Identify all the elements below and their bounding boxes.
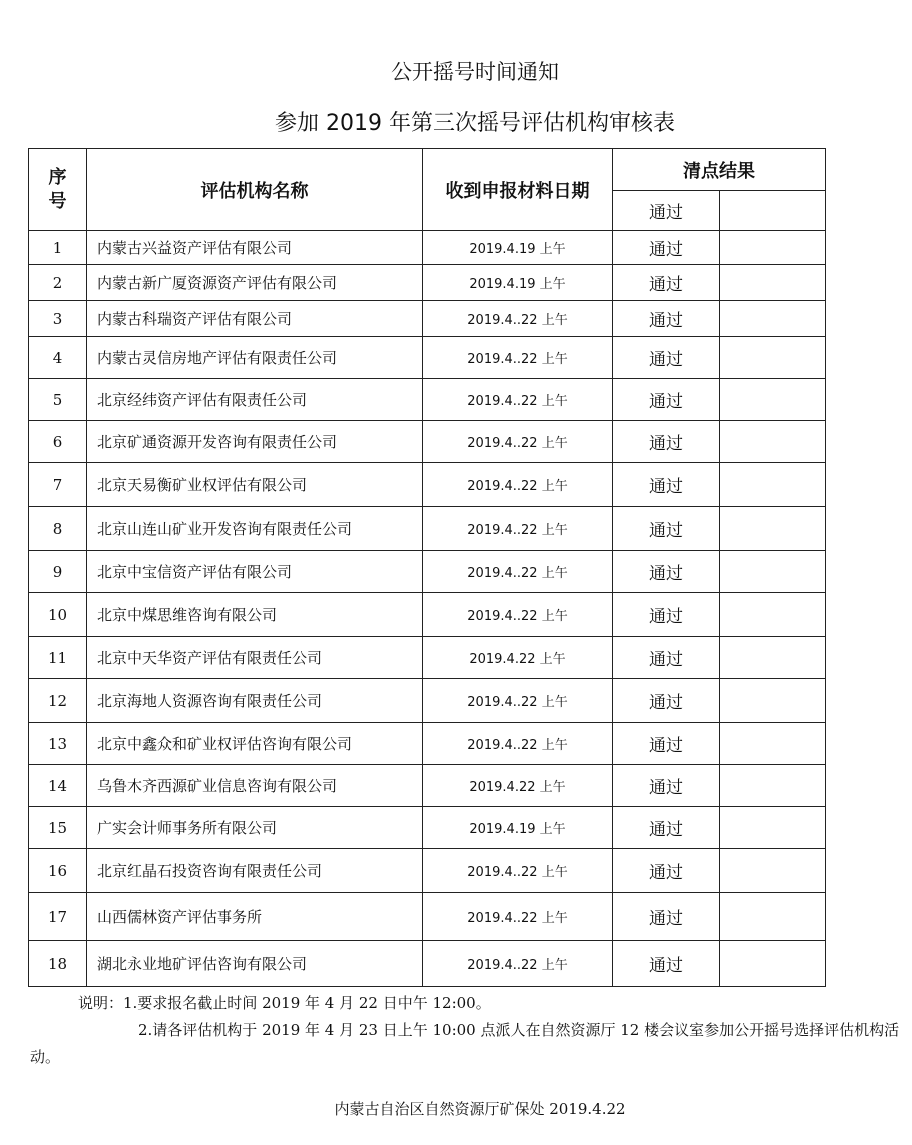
row-seq: 14 <box>29 765 87 807</box>
row-result-empty <box>720 507 826 551</box>
row-result-empty <box>720 593 826 637</box>
row-submission-date: 2019.4..22 上午 <box>423 723 613 765</box>
row-result: 通过 <box>613 593 720 637</box>
row-submission-date: 2019.4.19 上午 <box>423 807 613 849</box>
table-row <box>29 849 826 893</box>
row-result: 通过 <box>613 231 720 265</box>
row-result-empty <box>720 337 826 379</box>
row-result: 通过 <box>613 637 720 679</box>
row-result-empty <box>720 551 826 593</box>
row-seq: 3 <box>29 301 87 337</box>
footer-signature: 内蒙古自治区自然资源厅矿保处 2019.4.22 <box>334 1100 626 1118</box>
table-row <box>29 893 826 941</box>
table-row <box>29 593 826 637</box>
row-result: 通过 <box>613 463 720 507</box>
row-institution-name: 湖北永业地矿评估咨询有限公司 <box>87 941 423 987</box>
row-result-empty <box>720 231 826 265</box>
header-name: 评估机构名称 <box>87 149 423 231</box>
note-line-1: 说明：1.要求报名截止时间 2019 年 4 月 22 日中午 12:00。 <box>78 994 491 1012</box>
table-row <box>29 507 826 551</box>
row-result: 通过 <box>613 723 720 765</box>
row-submission-date: 2019.4..22 上午 <box>423 507 613 551</box>
row-result-empty <box>720 463 826 507</box>
review-table-body <box>29 149 826 987</box>
row-result: 通过 <box>613 507 720 551</box>
row-result-empty <box>720 637 826 679</box>
note-line-2: 2.请各评估机构于 2019 年 4 月 23 日上午 10:00 点派人在自然资源厅 12 楼会议室参加公开摇号选择评估机构活动。 <box>30 1021 900 1066</box>
table-row <box>29 679 826 723</box>
row-result-empty <box>720 941 826 987</box>
row-institution-name: 北京中鑫众和矿业权评估咨询有限公司 <box>87 723 423 765</box>
row-result-empty <box>720 765 826 807</box>
row-institution-name: 北京红晶石投资咨询有限责任公司 <box>87 849 423 893</box>
row-result: 通过 <box>613 849 720 893</box>
row-institution-name: 内蒙古灵信房地产评估有限责任公司 <box>87 337 423 379</box>
row-seq: 15 <box>29 807 87 849</box>
row-seq: 5 <box>29 379 87 421</box>
table-row <box>29 637 826 679</box>
row-seq: 17 <box>29 893 87 941</box>
row-seq: 6 <box>29 421 87 463</box>
row-submission-date: 2019.4..22 上午 <box>423 379 613 421</box>
row-submission-date: 2019.4..22 上午 <box>423 551 613 593</box>
review-table <box>28 148 826 987</box>
row-submission-date: 2019.4..22 上午 <box>423 337 613 379</box>
row-result-empty <box>720 807 826 849</box>
row-submission-date: 2019.4.19 上午 <box>423 231 613 265</box>
row-result: 通过 <box>613 551 720 593</box>
row-seq: 16 <box>29 849 87 893</box>
row-seq: 18 <box>29 941 87 987</box>
row-result-empty <box>720 679 826 723</box>
row-submission-date: 2019.4.22 上午 <box>423 637 613 679</box>
row-institution-name: 北京海地人资源咨询有限责任公司 <box>87 679 423 723</box>
row-seq: 2 <box>29 265 87 301</box>
table-row <box>29 379 826 421</box>
row-seq: 13 <box>29 723 87 765</box>
row-institution-name: 北京天易衡矿业权评估有限公司 <box>87 463 423 507</box>
table-title: 参加 2019 年第三次摇号评估机构审核表 <box>275 111 675 136</box>
row-seq: 12 <box>29 679 87 723</box>
row-seq: 8 <box>29 507 87 551</box>
row-result: 通过 <box>613 679 720 723</box>
table-row <box>29 723 826 765</box>
row-institution-name: 北京中煤思维咨询有限公司 <box>87 593 423 637</box>
row-institution-name: 北京经纬资产评估有限责任公司 <box>87 379 423 421</box>
row-result: 通过 <box>613 807 720 849</box>
row-result-empty <box>720 849 826 893</box>
header-result: 清点结果 <box>613 149 826 191</box>
row-submission-date: 2019.4..22 上午 <box>423 301 613 337</box>
row-institution-name: 北京矿通资源开发咨询有限责任公司 <box>87 421 423 463</box>
row-submission-date: 2019.4.22 上午 <box>423 765 613 807</box>
table-row <box>29 765 826 807</box>
row-seq: 10 <box>29 593 87 637</box>
row-institution-name: 广实会计师事务所有限公司 <box>87 807 423 849</box>
row-result: 通过 <box>613 301 720 337</box>
row-result-empty <box>720 301 826 337</box>
row-submission-date: 2019.4..22 上午 <box>423 421 613 463</box>
page-title: 公开摇号时间通知 <box>391 60 559 84</box>
row-result-empty <box>720 421 826 463</box>
row-result: 通过 <box>613 337 720 379</box>
row-institution-name: 北京中天华资产评估有限责任公司 <box>87 637 423 679</box>
row-seq: 9 <box>29 551 87 593</box>
row-submission-date: 2019.4..22 上午 <box>423 849 613 893</box>
row-institution-name: 北京山连山矿业开发咨询有限责任公司 <box>87 507 423 551</box>
row-institution-name: 乌鲁木齐西源矿业信息咨询有限公司 <box>87 765 423 807</box>
row-institution-name: 内蒙古科瑞资产评估有限公司 <box>87 301 423 337</box>
header-result-sub: 通过 <box>613 191 720 231</box>
header-date: 收到申报材料日期 <box>423 149 613 231</box>
row-institution-name: 山西儒林资产评估事务所 <box>87 893 423 941</box>
row-result: 通过 <box>613 765 720 807</box>
notes <box>30 990 910 1071</box>
table-row <box>29 231 826 265</box>
header-seq-label: 序号 <box>48 166 67 212</box>
table-row <box>29 337 826 379</box>
row-submission-date: 2019.4..22 上午 <box>423 893 613 941</box>
row-result-empty <box>720 893 826 941</box>
header-seq <box>29 149 87 231</box>
row-seq: 7 <box>29 463 87 507</box>
row-submission-date: 2019.4..22 上午 <box>423 593 613 637</box>
row-submission-date: 2019.4..22 上午 <box>423 941 613 987</box>
row-result: 通过 <box>613 421 720 463</box>
row-institution-name: 北京中宝信资产评估有限公司 <box>87 551 423 593</box>
row-seq: 1 <box>29 231 87 265</box>
row-result: 通过 <box>613 893 720 941</box>
row-submission-date: 2019.4.19 上午 <box>423 265 613 301</box>
row-seq: 11 <box>29 637 87 679</box>
row-institution-name: 内蒙古新广厦资源资产评估有限公司 <box>87 265 423 301</box>
table-row <box>29 265 826 301</box>
row-result-empty <box>720 723 826 765</box>
row-result-empty <box>720 265 826 301</box>
table-row <box>29 463 826 507</box>
table-row <box>29 807 826 849</box>
row-submission-date: 2019.4..22 上午 <box>423 679 613 723</box>
row-result: 通过 <box>613 941 720 987</box>
row-result-empty <box>720 379 826 421</box>
header-result-empty <box>720 191 826 231</box>
table-row <box>29 421 826 463</box>
table-row <box>29 551 826 593</box>
table-row <box>29 301 826 337</box>
row-seq: 4 <box>29 337 87 379</box>
row-result: 通过 <box>613 379 720 421</box>
table-row <box>29 941 826 987</box>
row-result: 通过 <box>613 265 720 301</box>
row-institution-name: 内蒙古兴益资产评估有限公司 <box>87 231 423 265</box>
row-submission-date: 2019.4..22 上午 <box>423 463 613 507</box>
